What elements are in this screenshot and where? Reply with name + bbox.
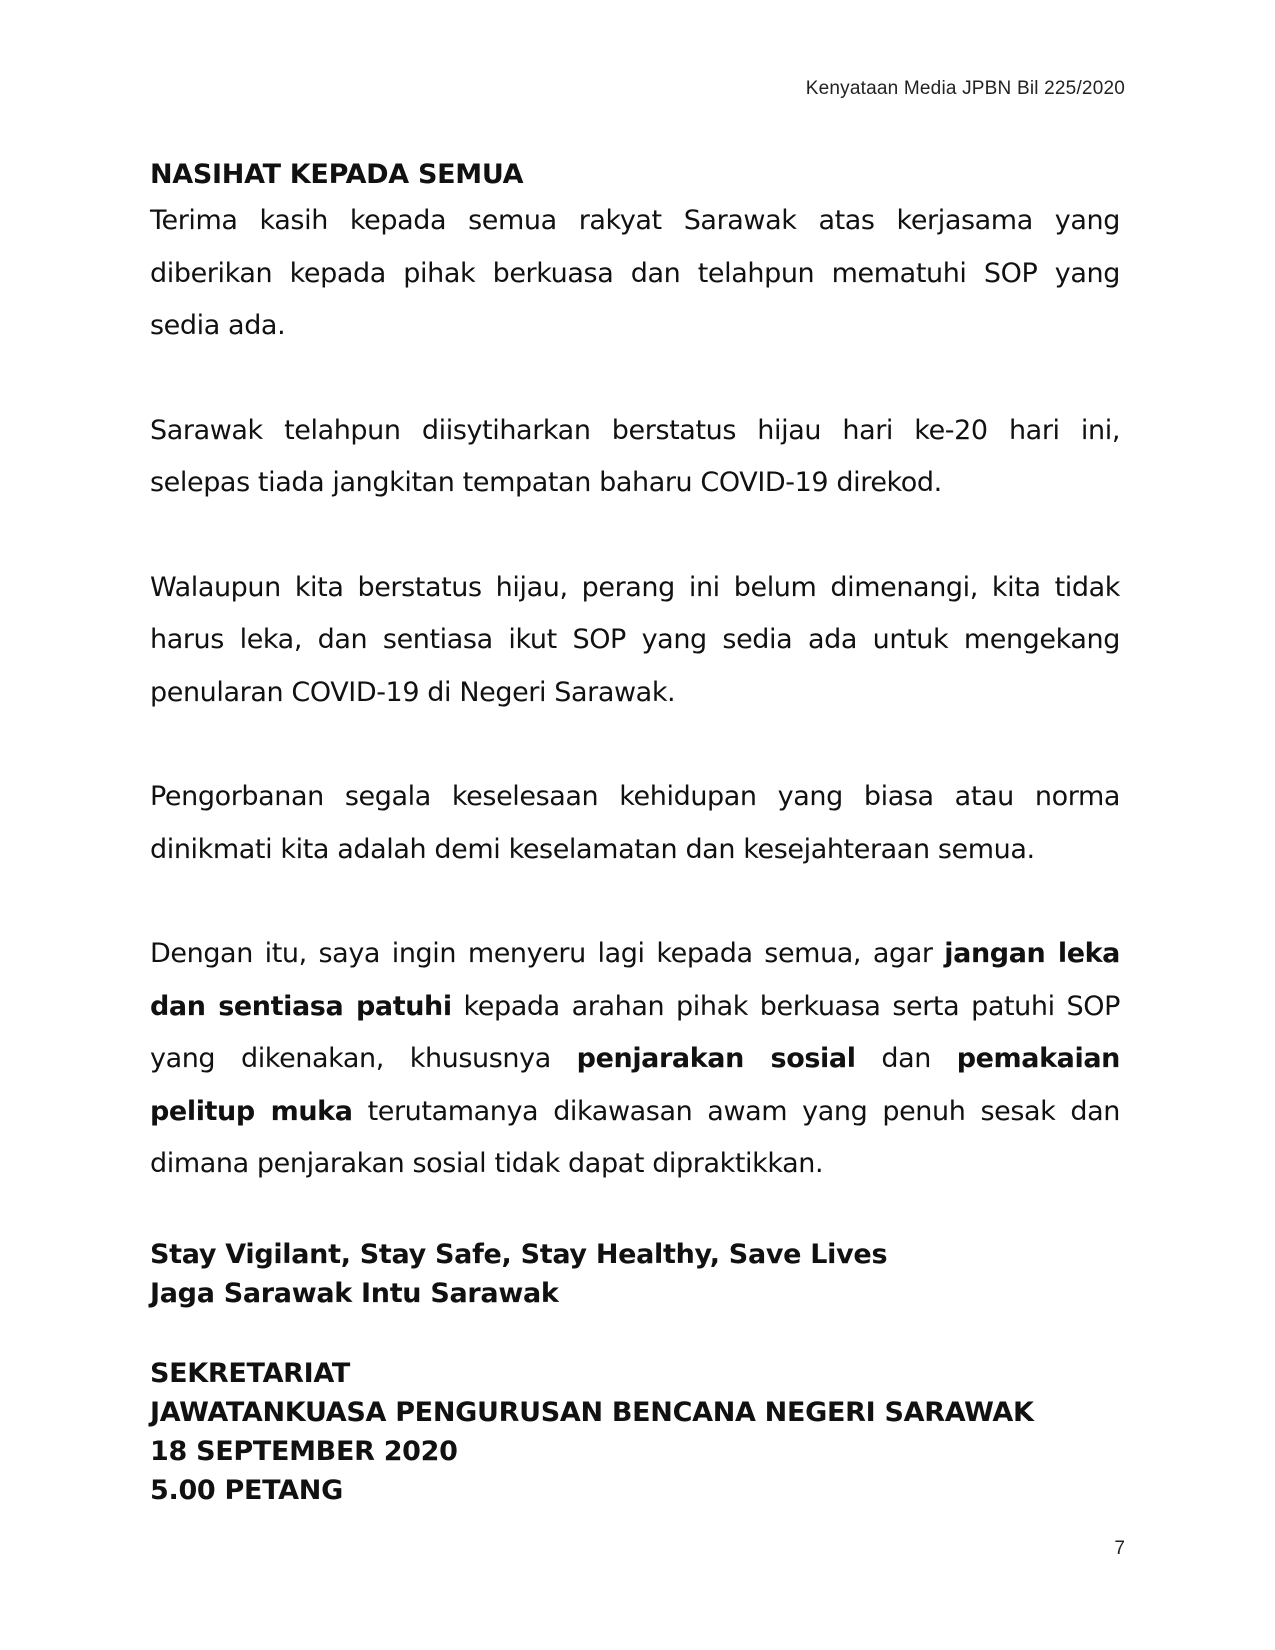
signoff-block — [150, 1354, 1120, 1510]
signoff-secretariat: SEKRETARIAT — [150, 1357, 351, 1389]
appeal-text-2: kepada arahan pihak berkuasa serta patuhi SOP yang dikenakan, khususnya — [150, 990, 1120, 1074]
appeal-text-4: terutamanya dikawasan awam yang penuh sesak dan dimana penjarakan sosial tidak dapat dipraktikkan. — [150, 1095, 1120, 1179]
paragraph-not-won: Walaupun kita berstatus hijau, perang ini belum dimenangi, kita tidak harus leka, dan sentiasa ikut SOP yang sedia ada untuk mengekang penularan COVID-19 di Negeri Sarawak. — [150, 571, 1120, 708]
paragraph-green-status: Sarawak telahpun diisytiharkan berstatus hijau hari ke-20 hari ini, selepas tiada jangkitan tempatan baharu COVID-19 direkod. — [150, 414, 1120, 498]
appeal-emphasis-mask: pemakaian pelitup muka — [150, 1043, 1120, 1127]
page-number: 7 — [1114, 1538, 1125, 1559]
signoff-time: 5.00 PETANG — [150, 1474, 343, 1506]
slogan-english: Stay Vigilant, Stay Safe, Stay Healthy, Save Lives — [150, 1238, 888, 1270]
running-header-reference: Kenyataan Media JPBN Bil 225/2020 — [805, 78, 1125, 99]
appeal-text-3: dan — [855, 1043, 957, 1074]
signoff-date: 18 SEPTEMBER 2020 — [150, 1435, 458, 1467]
appeal-emphasis-vigilance: jangan leka dan sentiasa patuhi — [150, 938, 1120, 1022]
page-content — [150, 155, 1120, 1510]
slogan-block — [150, 1235, 1120, 1313]
paragraph-appeal — [150, 928, 1120, 1191]
appeal-text-1: Dengan itu, saya ingin menyeru lagi kepada semua, agar — [150, 938, 945, 969]
paragraph-thanks: Terima kasih kepada semua rakyat Sarawak atas kerjasama yang diberikan kepada pihak berkuasa dan telahpun mematuhi SOP yang sedia ada. — [150, 205, 1120, 341]
section-heading: NASIHAT KEPADA SEMUA — [150, 159, 524, 190]
appeal-emphasis-distancing: penjarakan sosial — [576, 1043, 856, 1074]
paragraph-sacrifice: Pengorbanan segala keselesaan kehidupan yang biasa atau norma dinikmati kita adalah demi keselamatan dan kesejahteraan semua. — [150, 781, 1120, 865]
signoff-committee: JAWATANKUASA PENGURUSAN BENCANA NEGERI SARAWAK — [150, 1396, 1034, 1428]
slogan-local: Jaga Sarawak Intu Sarawak — [150, 1277, 559, 1309]
